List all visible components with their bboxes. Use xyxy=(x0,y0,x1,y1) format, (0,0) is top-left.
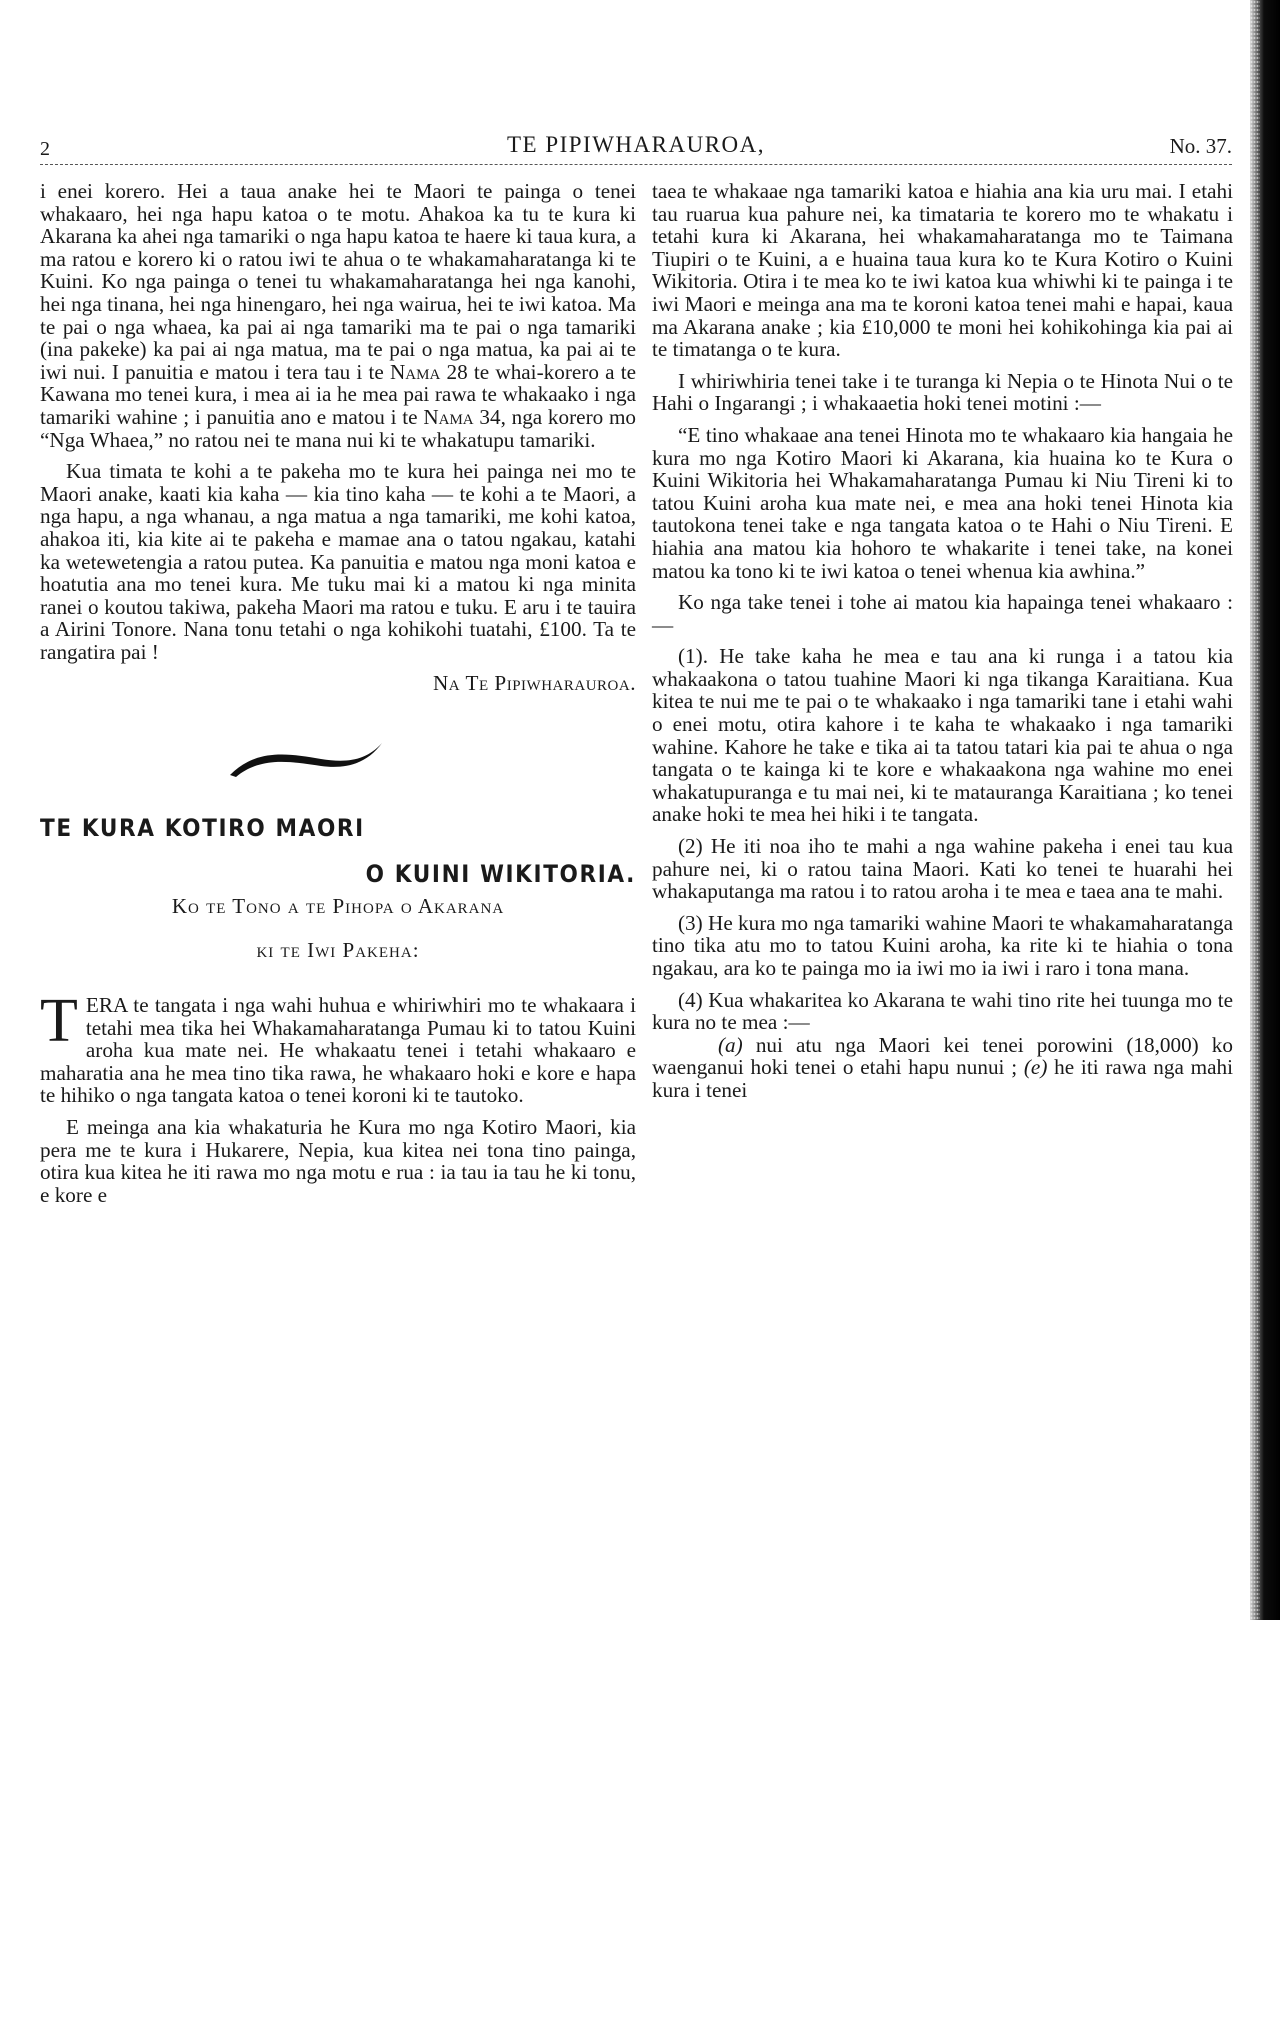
scan-border xyxy=(1250,0,1280,1620)
signature: Na Te Pipiwharauroa. xyxy=(432,671,636,696)
paragraph: Ko nga take tenei i tohe ai matou kia hapainga tenei whakaaro :— xyxy=(652,590,1233,637)
article-subhead-line2: ki te Iwi Pakeha: xyxy=(256,938,420,963)
left-column xyxy=(40,180,636,1215)
nama-label: Nama xyxy=(423,404,474,429)
list-item: (3) He kura mo nga tamariki wahine Maori te whakamaharatanga tino tika atu mo to tatou Kuini aroha, ka rite ki te hiahia o tona ngakau, ara ko te painga mo ia iwi mo ia iwi i raro i tona mana. xyxy=(652,910,1233,980)
header-rule xyxy=(40,164,1232,165)
list-item: (1). He take kaha he mea e tau ana ki runga i a tatou kia whakaakona o tatou tuahine Maori ki nga tikanga Karaitiana. Kua kitea te nui me te pai o te whakaako i nga tamariki tane i etahi wahi o enei motu, otira kahore i te kaha te whakaako i nga tamariki wahine. Kahore he take e tika ai ta tatou tatari kia pai te ahua o nga tangata o te kainga ki te kore e whakaakona nga wahine mo enei whakatupuranga e tu mai nei, ki te matauranga Karaitiana ; ko tenei anake hoki te mea hei hiki i te tangata. xyxy=(652,644,1233,827)
sub-list-item xyxy=(652,1034,1233,1102)
paragraph-text: ERA te tangata i nga wahi huhua e whiriwhiri mo te whakaara i tetahi mea tika hei Whakamaharatanga Pumau ki to tatou Kuini aroha kua mate nei. He whakaatu tenei i tetahi whakaaro e maharatia ana he mea tino tika rawa, he whakaaro hoki e kore e hapa te hihiko o nga tangata katoa o tenei koroni ki te tautoko. xyxy=(40,993,636,1108)
paragraph: Kua timata te kohi a te pakeha mo te kura hei painga nei mo te Maori anake, kaati kia kaha — kia tino kaha — te kohi a te Maori, a nga hapu, a nga whanau, a nga matua a nga tamariki, me kohi katoa, ahakoa iti, kia kite ai te pakeha e mamae ana o tatou ngakau, katahi ka wetewetengia a ratou putea. Ka panuitia e matou nga moni katoa e hoatutia ana mo tenei kura. Me tuku mai ki a matou ki nga minita ranei o koutou takiwa, pakeha Maori ma ratou e tuku. E aru i te tauira a Airini Tonore. Nana tonu tetahi o nga kohikohi tuatahi, £100. Ta te rangatira pai ! xyxy=(40,459,636,664)
decorative-swash xyxy=(226,739,386,779)
issue-number: No. 37. xyxy=(1169,134,1232,158)
drop-cap: T xyxy=(40,987,78,1056)
list-item: (2) He iti noa iho te mahi a nga wahine pakeha i enei tau kua pahure nei, ki o ratou taina Maori. Kati ko tenei te huarahi hei whakaputanga ma ratou i to ratou aroha i te mea e taea ana te mahi. xyxy=(652,834,1233,904)
paragraph-text: nui atu nga Maori kei tenei porowini (18,000) ko waenganui hoki tenei o etahi hapu nunui ; xyxy=(652,1032,1233,1080)
paragraph-text: 34, nga korero mo “Nga Whaea,” no ratou nei te mana nui ki te whakatupu tamariki. xyxy=(40,404,637,452)
sub-item-label: (a) xyxy=(718,1032,743,1057)
article-subhead-line1: Ko te Tono a te Pihopa o Akarana xyxy=(171,894,505,919)
right-column xyxy=(652,180,1233,1111)
nama-label: Nama xyxy=(390,359,441,384)
paragraph: taea te whakaae nga tamariki katoa e hiahia ana kia uru mai. I etahi tau ruarua kua pahure nei, ka timataria te korero mo te whakatu i tetahi kura ki Akarana, hei whakamaharatanga mo te Taimana Tiupiri o te Kuini, a e huaina taua kura ko te Kura Kotiro o Kuini Wikitoria. Otira i te mea ko te iwi katoa kua whiwhi ki te painga i te iwi Maori e meinga ana ma te koroni katoa tenei mahi e hapai, kaua ma Akarana anake ; kia £10,000 te moni hei kohikohinga kia pai ai te timatanga o te kura. xyxy=(652,179,1233,362)
paragraph-text: he iti rawa nga mahi kura i tenei xyxy=(652,1055,1234,1102)
list-item: (4) Kua whakaritea ko Akarana te wahi tino rite hei tuunga mo te kura no te mea :— xyxy=(652,987,1233,1035)
page-number: 2 xyxy=(40,138,50,160)
sub-item-label: (e) xyxy=(1023,1055,1048,1080)
page-header xyxy=(40,130,1232,164)
article-headline-line1: TE KURA KOTIRO MAORI xyxy=(40,814,365,843)
paragraph: E meinga ana kia whakaturia he Kura mo nga Kotiro Maori, kia pera me te kura i Hukarere, Nepia, kua kitea nei tona tino painga, otira kua kitea he iti rawa mo nga motu e rua : ia tau ia tau he ki tonu, e kore e xyxy=(40,1115,636,1207)
paragraph xyxy=(40,180,636,451)
paragraph: I whiriwhiria tenei take i te turanga ki Nepia o te Hinota Nui o te Hahi o Ingarangi ; i whakaaetia hoki tenei motini :— xyxy=(652,368,1233,416)
masthead-title: TE PIPIWHARAUROA, xyxy=(506,132,766,157)
paragraph-text: 28 te whai-korero a te Kawana mo tenei kura, i mea ai ia he mea pai rawa te whakaako i nga tamariki wahine ; i panuitia ano e matou i te xyxy=(40,359,637,429)
quoted-motion: “E tino whakaae ana tenei Hinota mo te whakaaro kia hangaia he kura mo nga Kotiro Maori ki Akarana, kia huaina ko te Kura o Kuini Wikitoria hei Whakamaharatanga Pumau ki Niu Tireni ki to tatou Kuini aroha kua mate nei, e mea ana hoki tenei Hinota kia tautokona tenei take e nga tangata katoa o te Hahi o Niu Tireni. E hiahia ana matou kia hohoro te whakarite i tenei take, na konei matou ka tono ki te iwi katoa o tenei whenua kia awhina.” xyxy=(652,422,1233,583)
paragraph xyxy=(40,987,636,1108)
article-headline-line2: O KUINI WIKITORIA. xyxy=(365,860,636,889)
paragraph-text: i enei korero. Hei a taua anake hei te Maori te painga o tenei whakaaro, hei nga hapu katoa o te motu. Ahakoa ka tu te kura ki Akarana ka ahei nga tamariki o nga hapu katoa te haere ki taua kura, a ma ratou e korero ki o ratou iwi te ahua o te whakamaharatanga ki te Kuini. Ko nga painga o tenei tu whakamaharatanga hei nga kanohi, hei nga tinana, hei nga hinengaro, hei nga wairua, hei te iwi katoa. Ma te pai o nga whaea, ka pai ai nga tamariki ma te pai o nga tamariki (ina pakeke) ka pai ai nga matua, ma te pai o nga matua, ka pai ai te iwi nui. I panuitia e matou i tera tau i te xyxy=(40,179,636,384)
